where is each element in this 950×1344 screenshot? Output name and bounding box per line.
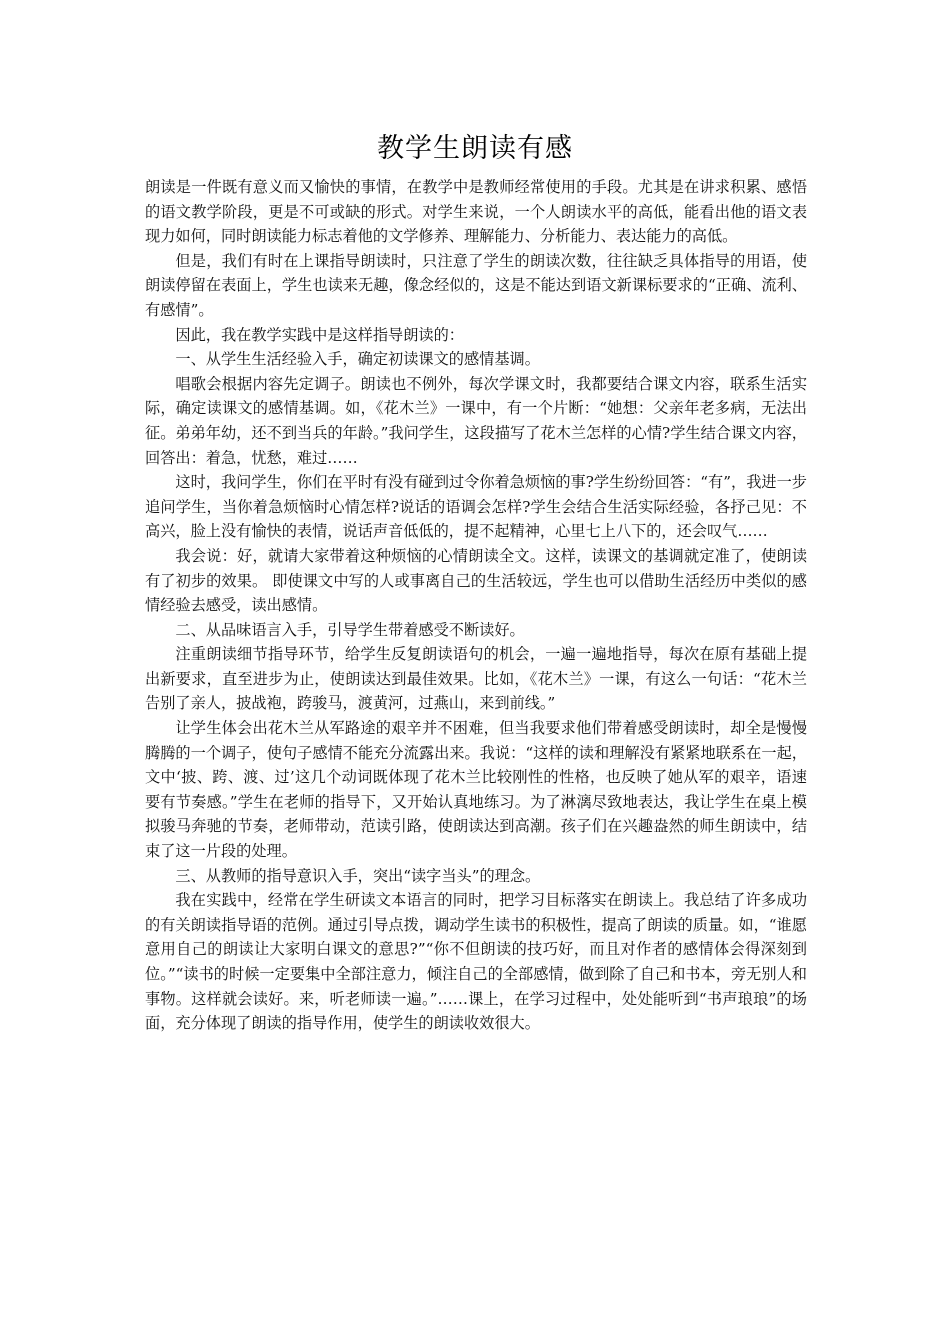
paragraph: 唱歌会根据内容先定调子。朗读也不例外，每次学课文时，我都要结合课文内容，联系生活实际，确定读课文的感情基调。如，《花木兰》一课中，有一个片断：“她想：父亲年老多病，无法出征。弟弟年幼，还不到当兵的年龄。”我问学生，这段描写了花木兰怎样的心情?学生结合课文内容，回答出：着急，忧愁，难过…… xyxy=(145,374,807,467)
document-title: 教学生朗读有感 xyxy=(377,133,573,164)
section-heading-1: 一、从学生生活经验入手，确定初读课文的感情基调。 xyxy=(175,350,540,369)
document-body xyxy=(145,175,807,1036)
paragraph: 我会说：好，就请大家带着这种烦恼的心情朗读全文。这样，读课文的基调就定准了，使朗读有了初步的效果。 即使课文中写的人或事离自己的生活较远，学生也可以借助生活经历中类似的感情经验去感受，读出感情。 xyxy=(145,546,807,615)
paragraph: 注重朗读细节指导环节，给学生反复朗读语句的机会，一遍一遍地指导，每次在原有基础上提出新要求，直至进步为止，使朗读达到最佳效果。比如，《花木兰》一课，有这么一句话：“花木兰告别了亲人，披战袍，跨骏马，渡黄河，过燕山，来到前线。” xyxy=(145,645,807,713)
paragraph-intro: 朗读是一件既有意义而又愉快的事情，在教学中是教师经常使用的手段。尤其是在讲求积累、感悟的语文教学阶段，更是不可或缺的形式。对学生来说，一个人朗读水平的高低，能看出他的语文表现力如何，同时朗读能力标志着他的文学修养、理解能力、分析能力、表达能力的高低。 xyxy=(145,178,807,246)
paragraph: 因此，我在教学实践中是这样指导朗读的： xyxy=(175,325,464,344)
paragraph: 我在实践中，经常在学生研读文本语言的同时，把学习目标落实在朗读上。我总结了许多成功的有关朗读指导语的范例。通过引导点拨，调动学生读书的积极性，提高了朗读的质量。如，“谁愿意用自己的朗读让大家明白课文的意思?”“你不但朗读的技巧好，而且对作者的感情体会得深刻到位。”“读书的时候一定要集中全部注意力，倾注自己的全部感情，做到除了自己和书本，旁无别人和事物。这样就会读好。来，听老师读一遍。”……课上，在学习过程中，处处能听到“书声琅琅”的场面，充分体现了朗读的指导作用，使学生的朗读收效很大。 xyxy=(145,891,807,1033)
paragraph: 这时，我问学生，你们在平时有没有碰到过令你着急烦恼的事?学生纷纷回答：“有”，我进一步追问学生，当你着急烦恼时心情怎样?说话的语调会怎样?学生会结合生活实际经验，各抒己见：不高兴，脸上没有愉快的表情，说话声音低低的，提不起精神，心里七上八下的，还会叹气…… xyxy=(145,473,807,541)
section-heading-2: 二、从品味语言入手，引导学生带着感受不断读好。 xyxy=(175,620,525,639)
section-heading-3: 三、从教师的指导意识入手，突出“读字当头”的理念。 xyxy=(175,866,541,885)
paragraph: 让学生体会出花木兰从军路途的艰辛并不困难，但当我要求他们带着感受朗读时，却全是慢慢腾腾的一个调子，使句子感情不能充分流露出来。我说：“这样的读和理解没有紧紧地联系在一起，文中‘披、跨、渡、过’这几个动词既体现了花木兰比较刚性的性格，也反映了她从军的艰辛，语速要有节奏感。”学生在老师的指导下，又开始认真地练习。为了淋漓尽致地表达，我让学生在桌上模拟骏马奔驰的节奏，老师带动，范读引路，使朗读达到高潮。孩子们在兴趣盎然的师生朗读中，结束了这一片段的处理。 xyxy=(145,719,807,861)
paragraph: 但是，我们有时在上课指导朗读时，只注意了学生的朗读次数，往往缺乏具体指导的用语，使朗读停留在表面上，学生也读来无趣，像念经似的，这是不能达到语文新课标要求的“正确、流利、有感情”。 xyxy=(145,251,807,319)
